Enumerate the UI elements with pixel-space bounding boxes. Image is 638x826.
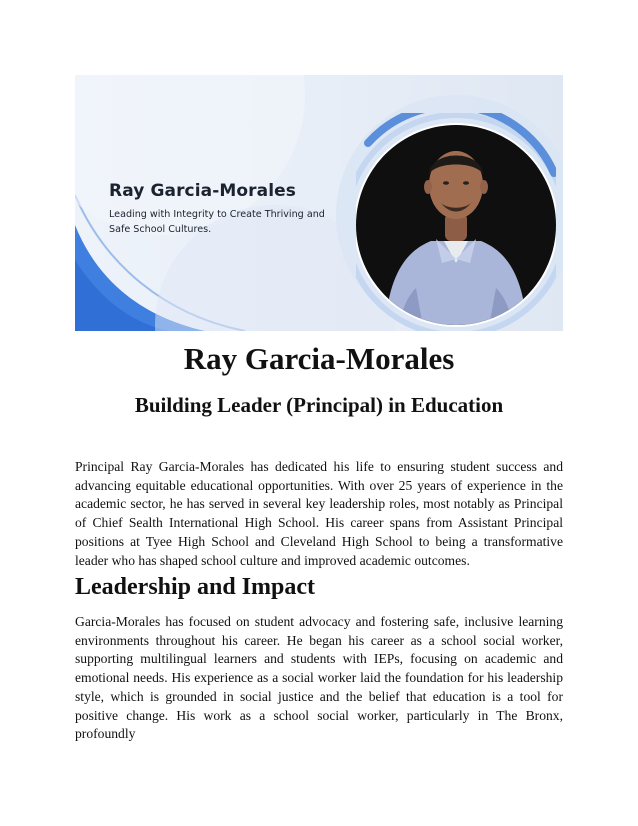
intro-paragraph: Principal Ray Garcia-Morales has dedicated his life to ensuring student success and advancing equitable educational opportunities. With over 25 years of experience in the academic sector, he has served in several key leadership roles, most notably as Principal of Chief Sealth International High School. His career spans from Assistant Principal positions at Tyee High School and Cleveland High School to being a transformative leader who has shaped school culture and improved academic outcomes.	[75, 459, 563, 568]
banner-name: Ray Garcia-Morales	[109, 181, 297, 201]
section-heading: Leadership and Impact	[75, 574, 316, 600]
portrait-photo	[356, 113, 556, 331]
header-banner	[75, 75, 563, 331]
page-title: Ray Garcia-Morales	[183, 341, 455, 376]
page-subtitle: Building Leader (Principal) in Education	[134, 393, 504, 417]
banner-tagline: Leading with Integrity to Create Thriving and Safe School Cultures.	[109, 209, 325, 235]
section-paragraph: Garcia-Morales has focused on student advocacy and fostering safe, inclusive learning environments throughout his career. He began his career as a school social worker, supporting multilingual learners and students with IEPs, focusing on academic and emotional needs. His experience as a social worker laid the foundation for his leadership style, which is grounded in social justice and the belief that education is a tool for positive change. His work as a school social worker, particularly in The Bronx, profoundly	[75, 614, 563, 742]
